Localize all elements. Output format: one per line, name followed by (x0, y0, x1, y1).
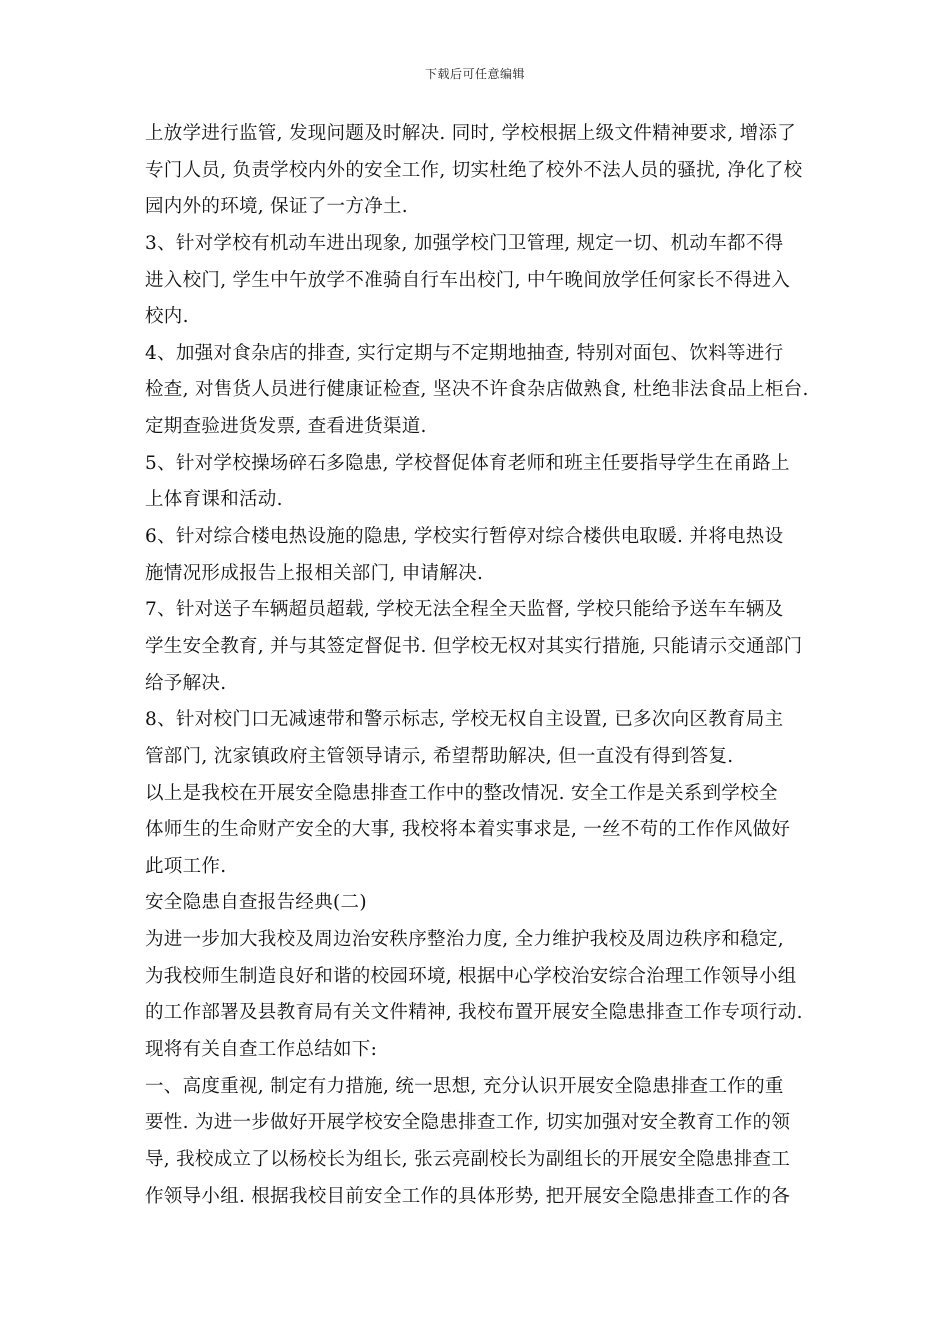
text-line: 为我校师生制造良好和谐的校园环境, 根据中心学校治安综合治理工作领导小组 (145, 965, 797, 987)
text-line: 进入校门, 学生中午放学不准骑自行车出校门, 中午晚间放学任何家长不得进入 (145, 269, 791, 291)
text-line: 此项工作. (145, 855, 227, 877)
text-line: 7、针对送子车辆超员超载, 学校无法全程全天监督, 学校只能给予送车车辆及 (145, 599, 784, 621)
text-line: 园内外的环境, 保证了一方净土. (145, 196, 408, 218)
text-line: 上体育课和活动. (145, 489, 283, 511)
text-line: 作领导小组. 根据我校目前安全工作的具体形势, 把开展安全隐患排查工作的各 (145, 1185, 791, 1207)
text-line: 5、针对学校操场碎石多隐患, 学校督促体育老师和班主任要指导学生在甬路上 (145, 452, 790, 474)
text-line: 现将有关自查工作总结如下: (145, 1039, 378, 1061)
text-line: 以上是我校在开展安全隐患排查工作中的整改情况. 安全工作是关系到学校全 (145, 782, 778, 804)
text-line: 上放学进行监管, 发现问题及时解决. 同时, 学校根据上级文件精神要求, 增添了 (145, 123, 797, 144)
text-line: 施情况形成报告上报相关部门, 申请解决. (145, 562, 484, 584)
document-body (145, 116, 810, 1215)
text-line: 给予解决. (145, 672, 227, 694)
text-line: 检查, 对售货人员进行健康证检查, 坚决不许食杂店做熟食, 杜绝非法食品上柜台. (145, 379, 809, 401)
text-line: 校内. (145, 306, 189, 328)
text-line: 一、高度重视, 制定有力措施, 统一思想, 充分认识开展安全隐患排查工作的重 (145, 1075, 784, 1097)
text-line: 3、针对学校有机动车进出现象, 加强学校门卫管理, 规定一切、机动车都不得 (145, 232, 784, 254)
text-line: 学生安全教育, 并与其签定督促书. 但学校无权对其实行措施, 只能请示交通部门 (145, 635, 803, 657)
text-line: 4、加强对食杂店的排查, 实行定期与不定期地抽查, 特别对面包、饮料等进行 (145, 342, 784, 364)
text-line: 定期查验进货发票, 查看进货渠道. (145, 416, 427, 438)
text-line: 体师生的生命财产安全的大事, 我校将本着实事求是, 一丝不苟的工作作风做好 (145, 819, 791, 841)
section-heading: 安全隐患自查报告经典(二) (145, 892, 367, 914)
text-line: 导, 我校成立了以杨校长为组长, 张云亮副校长为副组长的开展安全隐患排查工 (145, 1148, 791, 1170)
text-line: 管部门, 沈家镇政府主管领导请示, 希望帮助解决, 但一直没有得到答复. (145, 745, 734, 767)
text-line: 的工作部署及县教育局有关文件精神, 我校布置开展安全隐患排查工作专项行动. (145, 1002, 803, 1024)
text-line: 8、针对校门口无减速带和警示标志, 学校无权自主设置, 已多次向区教育局主 (145, 709, 784, 731)
text-line: 为进一步加大我校及周边治安秩序整治力度, 全力维护我校及周边秩序和稳定, (145, 929, 784, 951)
text-line: 6、针对综合楼电热设施的隐患, 学校实行暂停对综合楼供电取暖. 并将电热设 (145, 526, 784, 548)
page-header: 下载后可任意编辑 (424, 67, 525, 81)
text-line: 专门人员, 负责学校内外的安全工作, 切实杜绝了校外不法人员的骚扰, 净化了校 (145, 159, 803, 181)
text-line: 要性. 为进一步做好开展学校安全隐患排查工作, 切实加强对安全教育工作的领 (145, 1112, 791, 1134)
